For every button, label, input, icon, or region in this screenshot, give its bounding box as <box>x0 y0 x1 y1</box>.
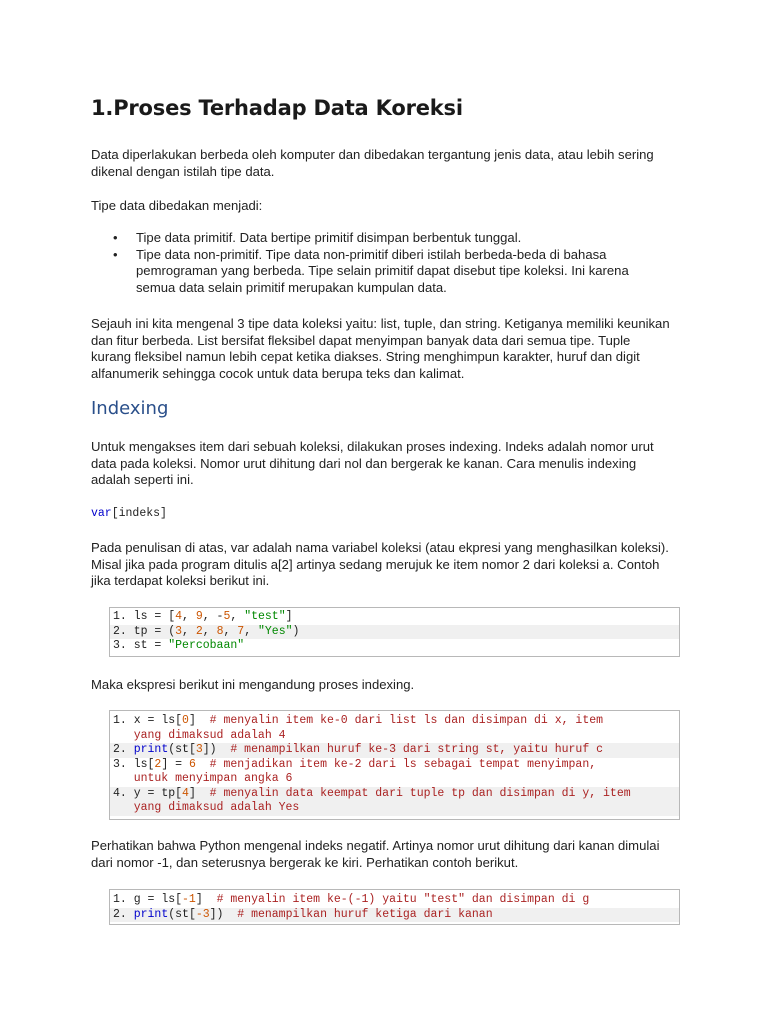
page-title: 1.Proses Terhadap Data Koreksi <box>91 96 463 120</box>
code-line: 2. print(st[-3]) # menampilkan huruf ketiga dari kanan <box>110 908 679 923</box>
indexing-paragraph-1: Untuk mengakses item dari sebuah koleksi, dilakukan proses indexing. Indeks adalah nomor urut data pada koleksi. Nomor urut dihitung dari nol dan bergerak ke kanan. Cara menulis indexing adalah seperti ini. <box>91 439 654 488</box>
code-line: 1. x = ls[0] # menyalin item ke-0 dari list ls dan disimpan di x, item yang dimaksud adalah 4 <box>113 714 604 742</box>
code-line: 1. ls = [4, 9, -5, "test"] <box>113 610 293 623</box>
syntax-var: var <box>91 507 112 520</box>
intro-paragraph-1: Data diperlakukan berbeda oleh komputer dan dibedakan tergantung jenis data, atau lebih sering dikenal dengan istilah tipe data. <box>91 147 654 179</box>
code-block-collections <box>109 607 680 657</box>
type-list <box>91 230 671 296</box>
indexing-paragraph-3: Maka ekspresi berikut ini mengandung proses indexing. <box>91 677 415 692</box>
syntax-rest: [indeks] <box>111 507 167 520</box>
code-line: 3. ls[2] = 6 # menjadikan item ke-2 dari ls sebagai tempat menyimpan, untuk menyimpan angka 6 <box>113 757 597 785</box>
indexing-paragraph-2: Pada penulisan di atas, var adalah nama variabel koleksi (atau ekpresi yang menghasilkan koleksi). Misal jika pada program ditulis a[2] artinya sedang merujuk ke item nomor 2 dari koleksi a. Contoh jika terdapat koleksi berikut ini. <box>91 540 669 589</box>
intro-paragraph-2: Tipe data dibedakan menjadi: <box>91 198 263 213</box>
intro-paragraph-3: Sejauh ini kita mengenal 3 tipe data koleksi yaitu: list, tuple, dan string. Ketiganya memiliki keunikan dan fitur berbeda. List bersifat fleksibel dapat menyimpan banyak data dari semua tipe. Tuple kurang fleksibel namun lebih cepat ketika diakses. String menghimpun karakter, huruf dan digit alfanumerik sehingga cocok untuk data berupa teks dan kalimat. <box>91 316 670 381</box>
list-item: • Tipe data non-primitif. Tipe data non-primitif diberi istilah berbeda-beda di bahasa pemrograman yang berbeda. Tipe selain primitif dapat disebut tipe koleksi. Ini karena semua data selain primitif merupakan kumpulan data. <box>91 247 671 297</box>
code-line: 3. st = "Percobaan" <box>113 639 245 652</box>
indexing-syntax <box>91 507 167 520</box>
code-line: 4. y = tp[4] # menyalin data keempat dari tuple tp dan disimpan di y, item yang dimaksud adalah Yes <box>110 787 679 816</box>
indexing-paragraph-4: Perhatikan bahwa Python mengenal indeks negatif. Artinya nomor urut dihitung dari kanan dimulai dari nomor -1, dan seterusnya bergerak ke kiri. Perhatikan contoh berikut. <box>91 838 660 870</box>
section-heading-indexing: Indexing <box>91 398 169 419</box>
code-line: 1. g = ls[-1] # menyalin item ke-(-1) yaitu "test" dan disimpan di g <box>113 893 590 906</box>
list-item: • Tipe data primitif. Data bertipe primitif disimpan berbentuk tunggal. <box>91 230 671 247</box>
code-block-negative-index <box>109 889 680 925</box>
code-line: 2. tp = (3, 2, 8, 7, "Yes") <box>110 625 679 640</box>
code-block-indexing <box>109 710 680 820</box>
code-line: 2. print(st[3]) # menampilkan huruf ke-3 dari string st, yaitu huruf c <box>110 743 679 758</box>
